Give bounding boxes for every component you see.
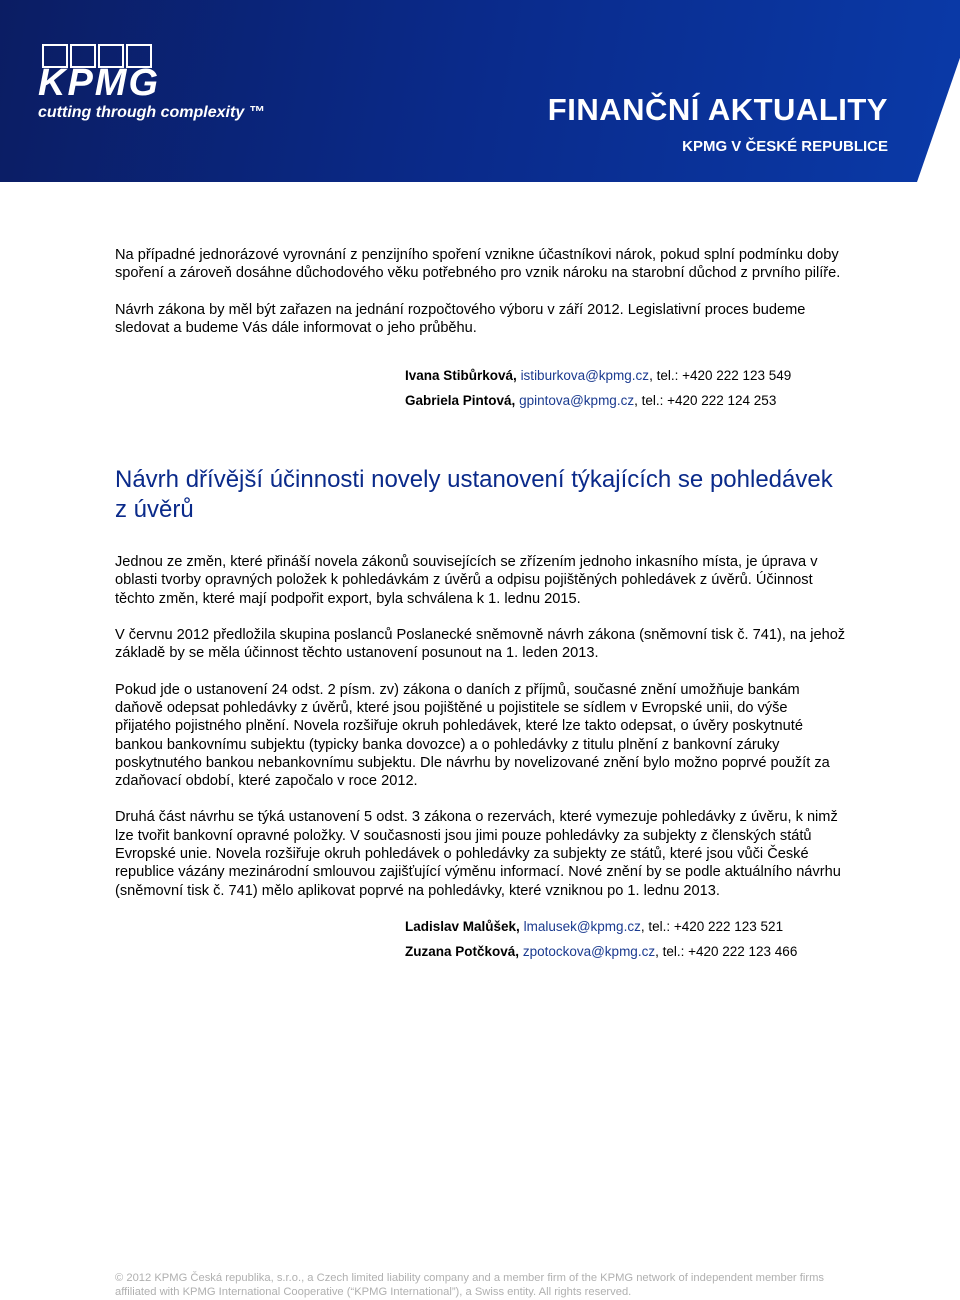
logo-wordmark: KPMG — [38, 62, 160, 104]
logo-tagline: cutting through complexity ™ — [38, 104, 265, 121]
contact-line — [405, 392, 847, 409]
contact-line — [405, 367, 847, 384]
paragraph: Pokud jde o ustanovení 24 odst. 2 písm. zv) zákona o daních z příjmů, současné znění umožňuje bankám daňově odepsat pohledávky z úvěrů, které jsou pojištěné u pojistitele se sídlem v Evropské unii, do výše přijatého pojistného plnění. Novela rozšiřuje okruh pohledávek, které lze takto odepsat, o úvěry poskytnuté bankou bankovnímu subjektu (typicky banka dovozce) a o pohledávky z titulu plnění z bankovní záruky poskytnutého bankou nebankovnímu subjektu. Dle návrhu by novelizované znění bylo možno poprvé použít za zdaňovací období, které započalo v roce 2012. — [115, 681, 830, 790]
contact-line — [405, 943, 847, 960]
contact-phone: , tel.: +420 222 123 521 — [640, 918, 784, 934]
contact-name: Zuzana Potčková, — [405, 943, 520, 959]
contact-email-link[interactable]: gpintova@kpmg.cz — [519, 393, 635, 409]
paragraph: Jednou ze změn, které přináší novela zákonů souvisejících se zřízením jednoho inkasního místa, je úprava v oblasti tvorby opravných položek k pohledávkám z úvěrů a odpisu pojištěných pohledávek z úvěrů. Účinnost těchto změn, které mají podpořit export, byla schválena k 1. lednu 2015. — [115, 554, 818, 607]
section-heading: Návrh dřívější účinnosti novely ustanovení týkajících se pohledávek z úvěrů — [115, 466, 833, 524]
contact-email-link[interactable]: lmalusek@kpmg.cz — [523, 918, 641, 934]
contact-phone: , tel.: +420 222 123 549 — [649, 368, 792, 384]
contact-phone: , tel.: +420 222 123 466 — [655, 943, 798, 959]
contact-block — [405, 918, 847, 960]
contact-line — [405, 918, 847, 935]
contact-block — [405, 367, 847, 409]
publication-subtitle: KPMG V ČESKÉ REPUBLICE — [682, 138, 888, 155]
paragraph: Druhá část návrhu se týká ustanovení 5 odst. 3 zákona o rezervách, které vymezuje pohledávky z úvěru, k nimž lze tvořit bankovní opravné položky. V současnosti jsou jimi pouze pohledávky za subjekty z členských států Evropské unie. Novela rozšiřuje okruh pohledávek o pohledávky za subjekty ze států, které jsou vůči České republice vázány mezinárodní smlouvou zajišťující výměnu informací. Nové znění by se podle aktuálního návrhu (sněmovní tisk č. 741) mělo aplikovat poprvé na pohledávky, které vzniknou po 1. lednu 2013. — [115, 809, 841, 899]
article-content — [115, 246, 847, 968]
footer-copyright: © 2012 KPMG Česká republika, s.r.o., a Czech limited liability company and a member firm of the KPMG network of independent member firms affiliated with KPMG International Cooperative (“KPMG International”), a Swiss entity. All rights reserved. — [115, 1272, 825, 1298]
contact-phone: , tel.: +420 222 124 253 — [634, 393, 777, 409]
contact-email-link[interactable]: zpotockova@kpmg.cz — [522, 943, 656, 959]
publication-title: FINANČNÍ AKTUALITY — [547, 92, 888, 127]
paragraph: V červnu 2012 předložila skupina poslanců Poslanecké sněmovně návrh zákona (sněmovní tisk č. 741), na jehož základě by se měla účinnost těchto ustanovení posunout na 1. leden 2013. — [115, 627, 846, 662]
contact-email-link[interactable]: istiburkova@kpmg.cz — [520, 368, 650, 384]
header-banner — [0, 0, 960, 182]
paragraph: Návrh zákona by měl být zařazen na jednání rozpočtového výboru v září 2012. Legislativní proces budeme sledovat a budeme Vás dále informovat o jeho průběhu. — [115, 301, 806, 336]
contact-name: Ivana Stibůrková, — [405, 368, 517, 384]
contact-name: Gabriela Pintová, — [405, 393, 516, 409]
contact-name: Ladislav Malůšek, — [405, 918, 520, 934]
paragraph: Na případné jednorázové vyrovnání z penzijního spoření vznikne účastníkovi nárok, pokud splní podmínku doby spoření a zároveň dosáhne důchodového věku potřebného pro vznik nároku na starobní důchod z prvního pilíře. — [115, 247, 841, 282]
